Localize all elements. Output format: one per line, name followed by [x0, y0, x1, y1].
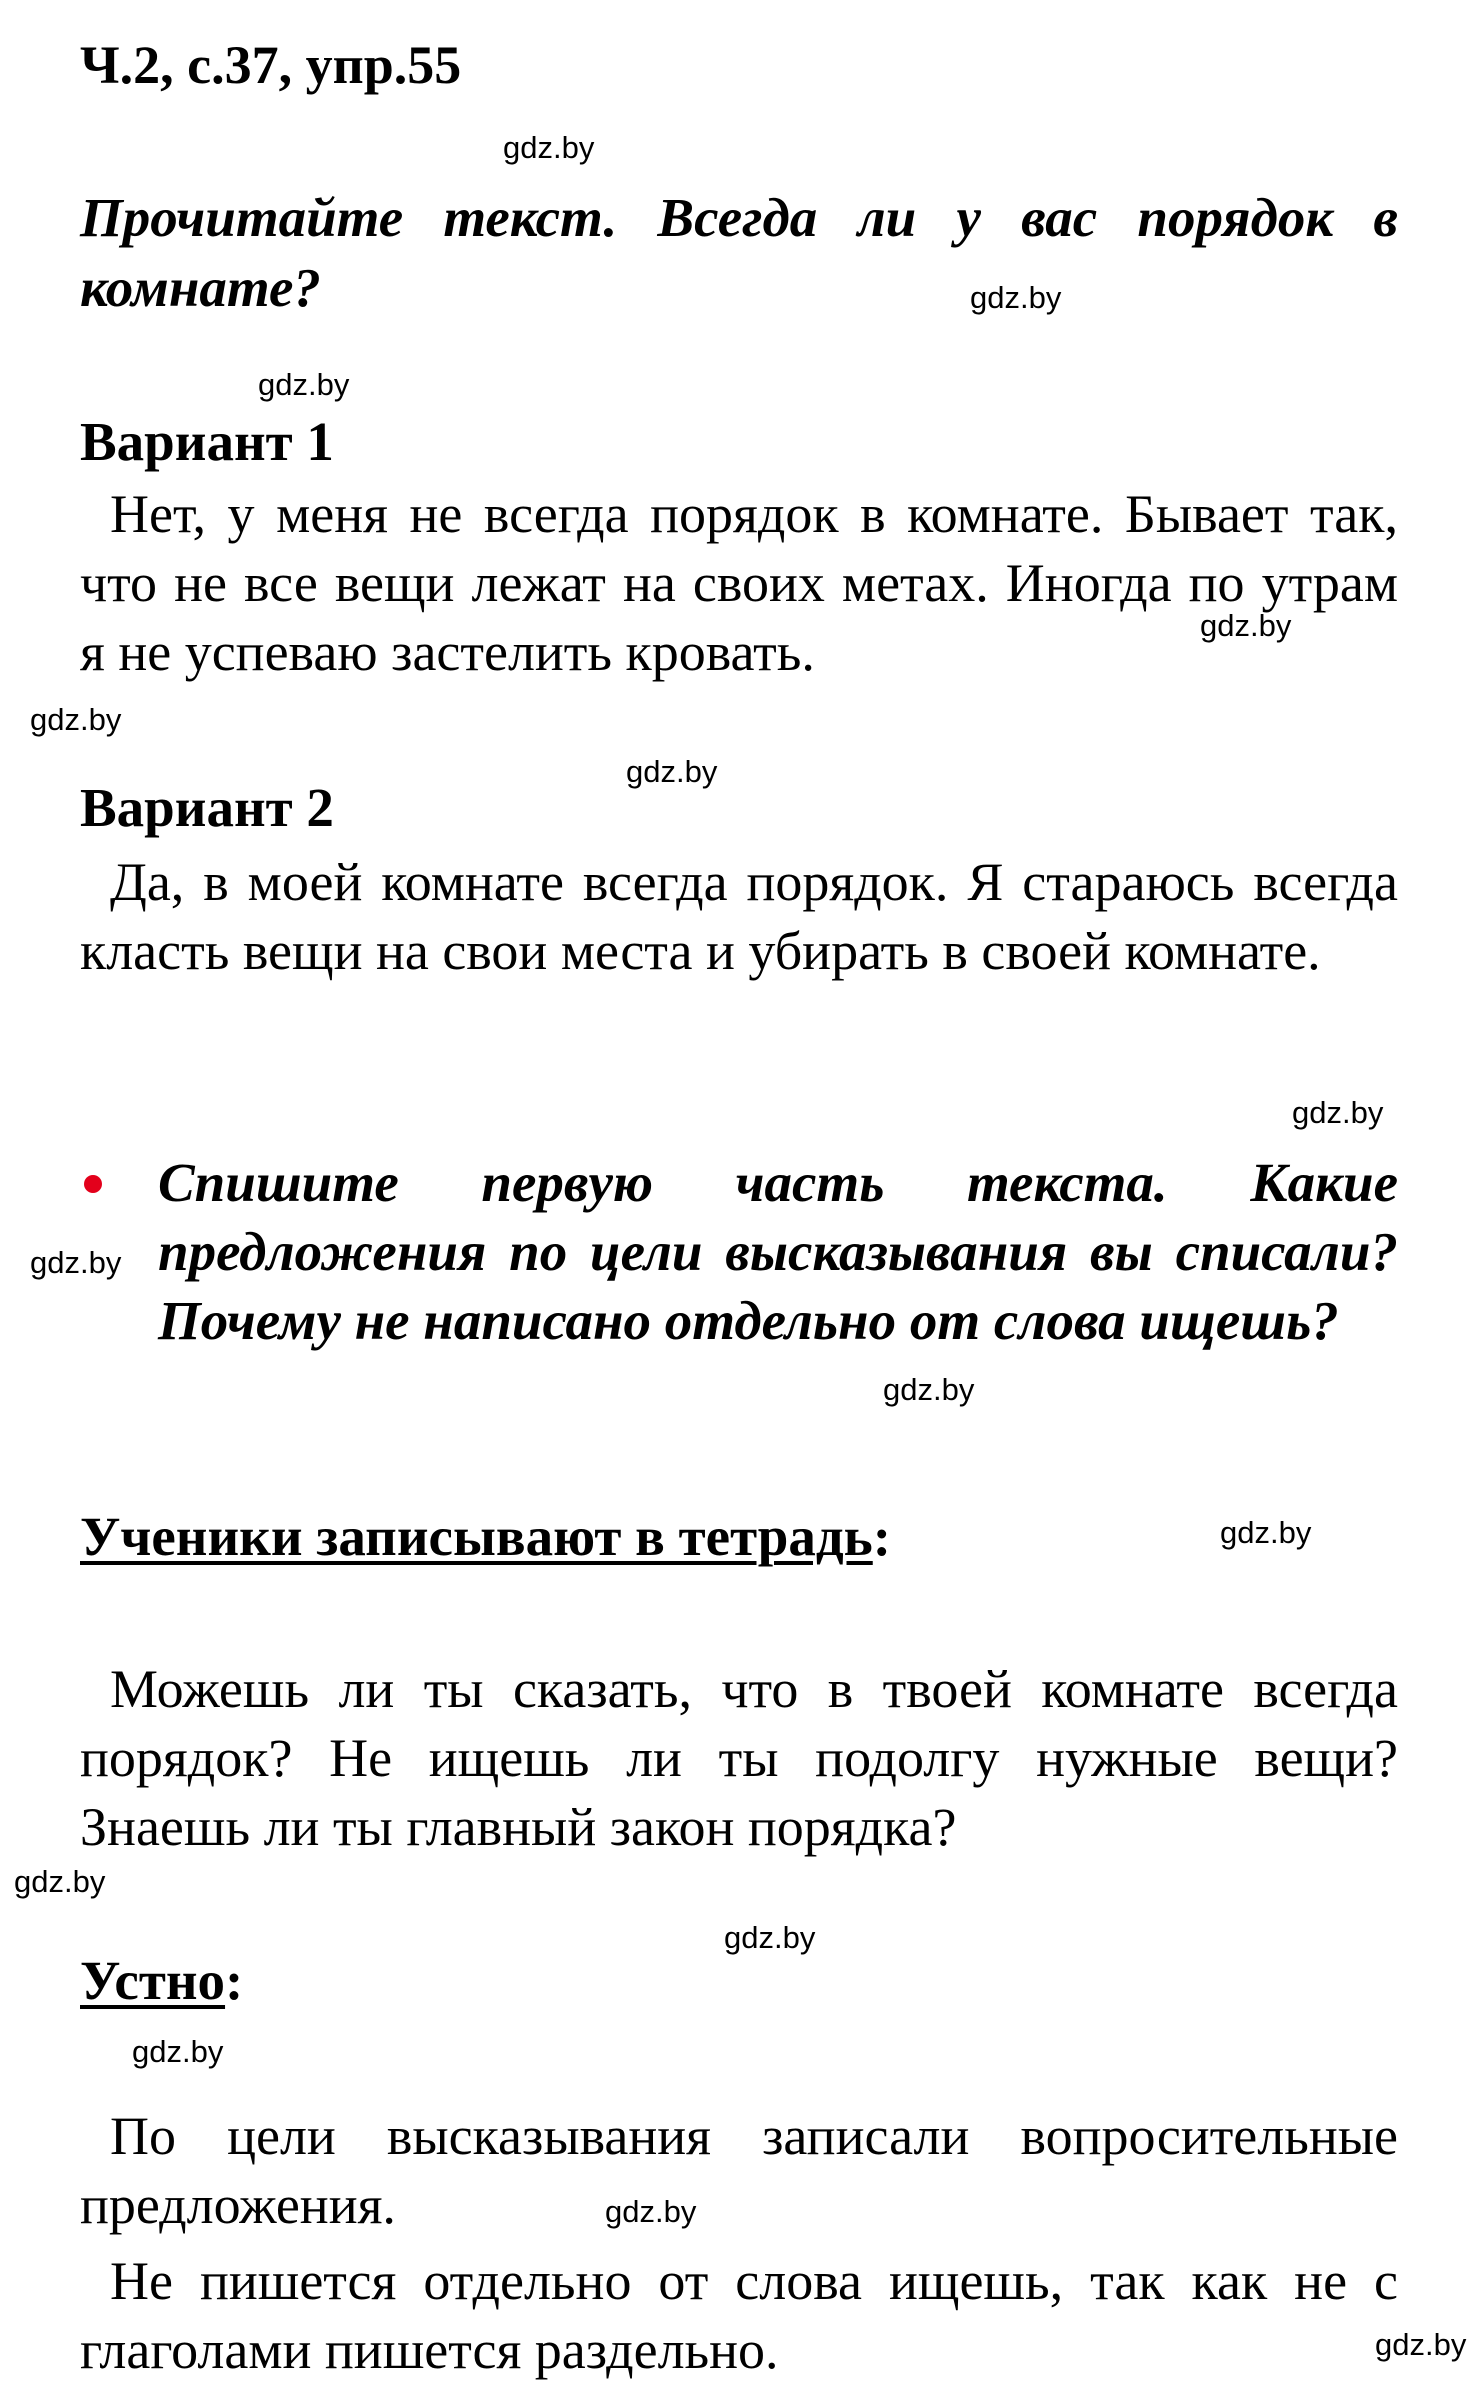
- watermark: gdz.by: [503, 130, 595, 165]
- oral-heading-colon: :: [225, 1950, 244, 2011]
- watermark: gdz.by: [883, 1372, 975, 1407]
- bullet-icon: [84, 1175, 102, 1193]
- notebook-heading-colon: :: [872, 1506, 892, 1567]
- watermark: gdz.by: [1292, 1095, 1384, 1130]
- watermark: gdz.by: [132, 2034, 224, 2069]
- oral-heading: [80, 1946, 243, 2016]
- page-title: Ч.2, с.37, упр.55: [80, 35, 462, 95]
- watermark: gdz.by: [970, 280, 1062, 315]
- variant-1-text: Нет, у меня не всегда порядок в комнате. Бывает так, что не все вещи лежат на своих метах. Иногда по утрам я не успеваю застелить кровать.: [80, 484, 1398, 682]
- variant-2-heading: Вариант 2: [80, 777, 334, 838]
- notebook-text: Можешь ли ты сказать, что в твоей комнате всегда порядок? Не ищешь ли ты подолгу нужные вещи? Знаешь ли ты главный закон порядка?: [80, 1659, 1398, 1857]
- watermark: gdz.by: [14, 1864, 106, 1899]
- oral-heading-text: Устно: [80, 1950, 226, 2011]
- oral-answer-2: Не пишется отдельно от слова ищешь, так как не с глаголами пишется раздельно.: [80, 2251, 1398, 2380]
- notebook-heading: [80, 1502, 891, 1572]
- watermark: gdz.by: [626, 754, 718, 789]
- watermark: gdz.by: [1220, 1515, 1312, 1550]
- task-line-2: комнате?: [80, 257, 321, 318]
- variant-1-heading: Вариант 1: [80, 411, 334, 472]
- watermark: gdz.by: [1200, 608, 1292, 643]
- watermark: gdz.by: [724, 1920, 816, 1955]
- notebook-heading-text: Ученики записывают в тетрадь: [80, 1506, 873, 1567]
- task-line-1: Прочитайте текст. Всегда ли у вас порядок в: [80, 187, 1398, 248]
- watermark: gdz.by: [30, 702, 122, 737]
- watermark: gdz.by: [30, 1245, 122, 1280]
- variant-2-text: Да, в моей комнате всегда порядок. Я стараюсь всегда класть вещи на свои места и убирать в своей комнате.: [80, 852, 1398, 981]
- bullet-task-text: Спишите первую часть текста. Какие предложения по цели высказывания вы списали? Почему не написано отдельно от слова ищешь?: [158, 1152, 1398, 1351]
- oral-answer-1: По цели высказывания записали вопросительные предложения.: [80, 2106, 1398, 2235]
- watermark: gdz.by: [605, 2194, 697, 2229]
- watermark: gdz.by: [1375, 2327, 1467, 2362]
- watermark: gdz.by: [258, 367, 350, 402]
